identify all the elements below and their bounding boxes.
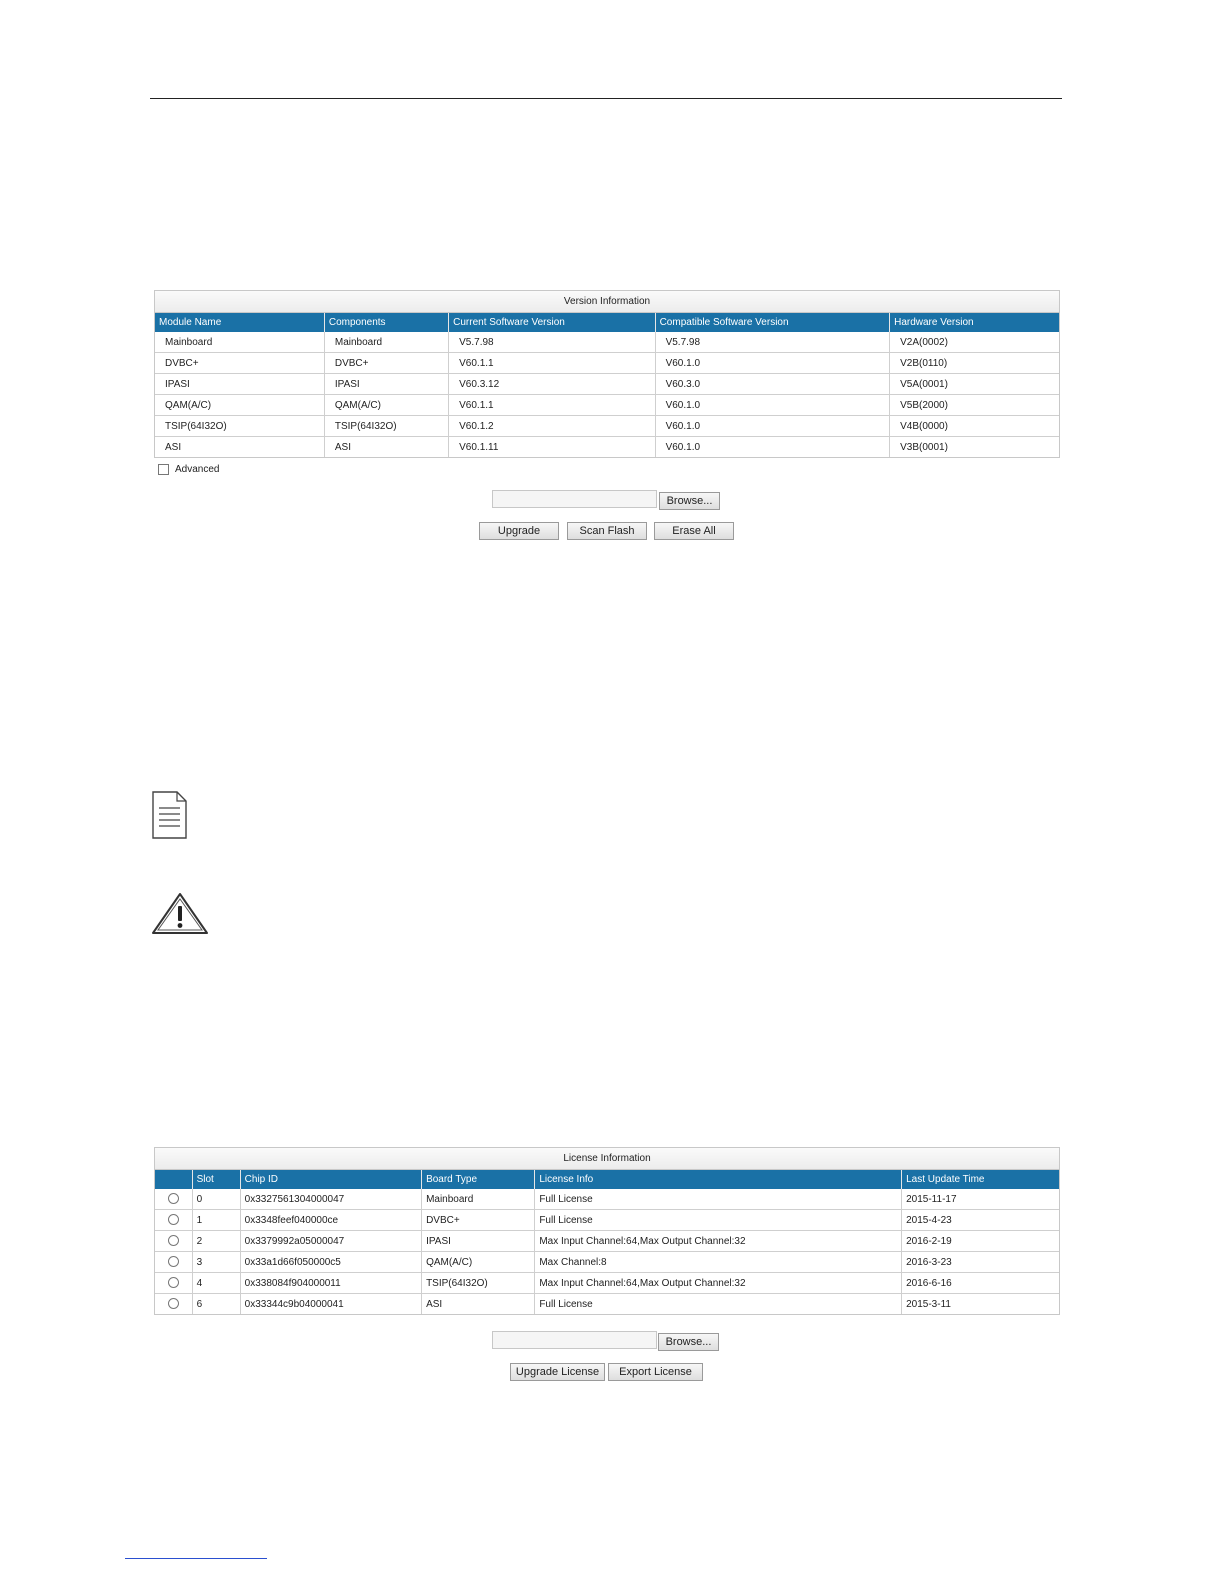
col-module-name: Module Name — [155, 313, 324, 332]
cell: 0x3327561304000047 — [240, 1189, 421, 1210]
cell: V5A(0001) — [890, 374, 1059, 395]
table-row[interactable] — [155, 1189, 1059, 1210]
table-row[interactable] — [155, 395, 1059, 416]
cell: V60.3.0 — [655, 374, 890, 395]
cell: 6 — [192, 1294, 240, 1315]
cell: Full License — [535, 1210, 902, 1231]
license-file-input[interactable] — [492, 1331, 657, 1349]
table-row[interactable] — [155, 1273, 1059, 1294]
cell: V60.1.1 — [449, 395, 655, 416]
cell: 2015-11-17 — [902, 1189, 1059, 1210]
table-row[interactable] — [155, 1231, 1059, 1252]
cell: DVBC+ — [422, 1210, 535, 1231]
row-radio[interactable] — [168, 1235, 179, 1246]
cell: 2015-4-23 — [902, 1210, 1059, 1231]
col-board-type: Board Type — [422, 1170, 535, 1189]
version-info-title: Version Information — [155, 291, 1059, 313]
cell: V60.3.12 — [449, 374, 655, 395]
cell: Mainboard — [324, 332, 448, 353]
upgrade-button[interactable]: Upgrade — [479, 522, 559, 540]
cell: 2 — [192, 1231, 240, 1252]
table-row[interactable] — [155, 1294, 1059, 1315]
cell: TSIP(64I32O) — [422, 1273, 535, 1294]
row-radio[interactable] — [168, 1193, 179, 1204]
col-components: Components — [324, 313, 448, 332]
cell: 0x33344c9b04000041 — [240, 1294, 421, 1315]
cell: Full License — [535, 1294, 902, 1315]
cell: 4 — [192, 1273, 240, 1294]
cell: 0x338084f904000011 — [240, 1273, 421, 1294]
cell: V4B(0000) — [890, 416, 1059, 437]
browse-firmware-button[interactable]: Browse... — [659, 492, 720, 510]
cell: TSIP(64I32O) — [155, 416, 324, 437]
cell: Full License — [535, 1189, 902, 1210]
row-radio[interactable] — [168, 1298, 179, 1309]
cell: Mainboard — [422, 1189, 535, 1210]
cell: IPASI — [155, 374, 324, 395]
col-select — [155, 1170, 192, 1189]
cell: V60.1.11 — [449, 437, 655, 458]
table-row[interactable] — [155, 416, 1059, 437]
version-table — [155, 313, 1059, 457]
row-radio[interactable] — [168, 1214, 179, 1225]
cell: 1 — [192, 1210, 240, 1231]
export-license-button[interactable]: Export License — [608, 1363, 703, 1381]
cell: V5.7.98 — [655, 332, 890, 353]
cell: TSIP(64I32O) — [324, 416, 448, 437]
license-table — [155, 1170, 1059, 1314]
cell: 2016-2-19 — [902, 1231, 1059, 1252]
cell: V60.1.0 — [655, 353, 890, 374]
cell: Max Channel:8 — [535, 1252, 902, 1273]
radio-cell[interactable] — [155, 1210, 192, 1231]
table-row[interactable] — [155, 437, 1059, 458]
radio-cell[interactable] — [155, 1273, 192, 1294]
table-row[interactable] — [155, 374, 1059, 395]
col-chip-id: Chip ID — [240, 1170, 421, 1189]
table-row[interactable] — [155, 353, 1059, 374]
cell: 0 — [192, 1189, 240, 1210]
col-last-update-time: Last Update Time — [902, 1170, 1059, 1189]
cell: IPASI — [324, 374, 448, 395]
table-row[interactable] — [155, 332, 1059, 353]
cell: 2016-3-23 — [902, 1252, 1059, 1273]
cell: V2A(0002) — [890, 332, 1059, 353]
document-note-icon — [150, 790, 188, 840]
cell: V60.1.0 — [655, 437, 890, 458]
cell: 2015-3-11 — [906, 1298, 951, 1310]
row-radio[interactable] — [168, 1277, 179, 1288]
cell: V60.1.2 — [449, 416, 655, 437]
table-row[interactable] — [155, 1252, 1059, 1273]
radio-cell[interactable] — [155, 1252, 192, 1273]
cell: V5.7.98 — [449, 332, 655, 353]
warning-triangle-icon — [151, 892, 209, 936]
upgrade-license-button[interactable]: Upgrade License — [510, 1363, 605, 1381]
radio-cell[interactable] — [155, 1189, 192, 1210]
cell: V60.1.1 — [449, 353, 655, 374]
radio-cell[interactable] — [155, 1231, 192, 1252]
advanced-option[interactable] — [158, 464, 219, 475]
license-info-panel — [154, 1147, 1060, 1315]
cell: V60.1.0 — [655, 416, 890, 437]
cell: 0x3348feef040000ce — [240, 1210, 421, 1231]
firmware-file-input[interactable] — [492, 490, 657, 508]
erase-all-button[interactable]: Erase All — [654, 522, 734, 540]
col-hardware-version: Hardware Version — [890, 313, 1059, 332]
scan-flash-button[interactable]: Scan Flash — [567, 522, 647, 540]
cell: ASI — [324, 437, 448, 458]
cell: DVBC+ — [155, 353, 324, 374]
license-header-row — [155, 1170, 1059, 1189]
col-current-version: Current Software Version — [449, 313, 655, 332]
cell: ASI — [422, 1294, 535, 1315]
table-row[interactable] — [155, 1210, 1059, 1231]
cell: QAM(A/C) — [422, 1252, 535, 1273]
version-header-row — [155, 313, 1059, 332]
header-rule — [150, 98, 1062, 99]
advanced-label: Advanced — [175, 464, 220, 475]
browse-license-button[interactable]: Browse... — [658, 1333, 719, 1351]
footer-link-underline — [125, 1558, 267, 1559]
col-compatible-version: Compatible Software Version — [655, 313, 890, 332]
col-slot: Slot — [192, 1170, 240, 1189]
version-info-panel — [154, 290, 1060, 458]
advanced-checkbox[interactable] — [158, 464, 169, 475]
license-info-title: License Information — [155, 1148, 1059, 1170]
cell: IPASI — [422, 1231, 535, 1252]
cell: QAM(A/C) — [324, 395, 448, 416]
cell: 0x33a1d66f050000c5 — [240, 1252, 421, 1273]
cell: 2016-6-16 — [902, 1273, 1059, 1294]
row-radio[interactable] — [168, 1256, 179, 1267]
cell: Mainboard — [155, 332, 324, 353]
cell: V3B(0001) — [900, 441, 948, 453]
radio-cell[interactable] — [155, 1294, 192, 1315]
cell: V2B(0110) — [890, 353, 1059, 374]
col-license-info: License Info — [535, 1170, 902, 1189]
cell: V60.1.0 — [655, 395, 890, 416]
cell: Max Input Channel:64,Max Output Channel:32 — [535, 1231, 902, 1252]
cell: 0x3379992a05000047 — [240, 1231, 421, 1252]
cell: Max Input Channel:64,Max Output Channel:32 — [535, 1273, 902, 1294]
cell: DVBC+ — [324, 353, 448, 374]
cell: ASI — [155, 437, 324, 458]
cell: V5B(2000) — [890, 395, 1059, 416]
cell: 3 — [192, 1252, 240, 1273]
cell: QAM(A/C) — [155, 395, 324, 416]
